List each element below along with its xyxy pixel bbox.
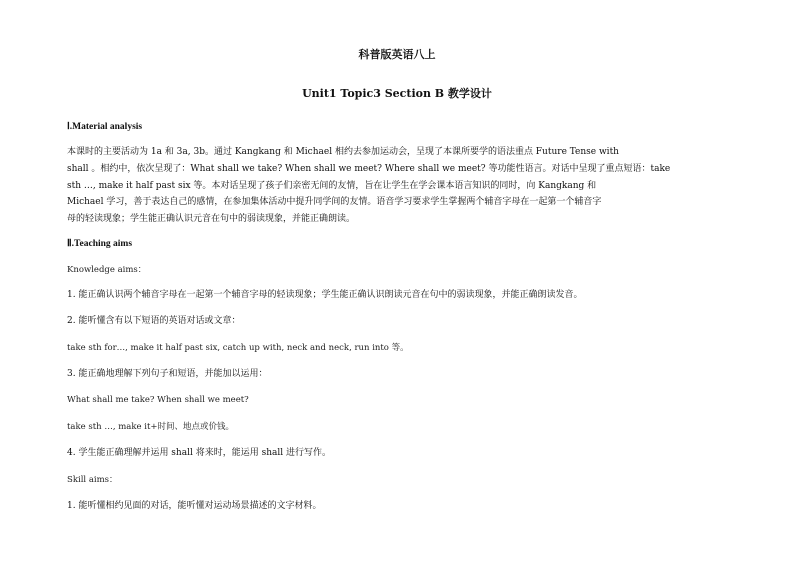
phrase-list: take sth …, make it+时间、地点或价钱。: [67, 422, 234, 432]
skill-aims-label: Skill aims：: [67, 475, 118, 485]
knowledge-aim-item: 4. 学生能正确理解并运用 shall 将来时，能运用 shall 进行写作。: [67, 448, 331, 458]
sentence-list: What shall me take? When shall we meet?: [67, 395, 249, 405]
material-paragraph-line: sth …, make it half past six 等。本对话呈现了孩子们亲密无间的友情，旨在让学生在学会课本语言知识的同时，向 Kangkang 和: [67, 181, 597, 191]
knowledge-aim-item: 2. 能听懂含有以下短语的英语对话或文章：: [67, 316, 241, 326]
material-paragraph-line: 母的轻读现象；学生能正确认识元音在句中的弱读现象，并能正确朗读。: [67, 214, 356, 224]
material-paragraph-line: Michael 学习，善于表达自己的感情，在参加集体活动中提升同学间的友情。语音学习要求学生掌握两个辅音字母在一起第一个辅音字: [67, 197, 602, 207]
teaching-aims-heading: Ⅱ.Teaching aims: [67, 239, 133, 249]
phrase-list: take sth for…, make it half past six, catch up with, neck and neck, run into 等。: [67, 343, 409, 353]
material-paragraph-line: 本课时的主要活动为 1a 和 3a, 3b。通过 Kangkang 和 Michael 相约去参加运动会，呈现了本课所要学的语法重点 Future Tense with: [67, 147, 619, 157]
document-title: 科普版英语八上: [358, 48, 436, 61]
knowledge-aim-item: 1. 能正确认识两个辅音字母在一起第一个辅音字母的轻读现象；学生能正确认识朗读元音在句中的弱读现象，并能正确朗读发音。: [67, 290, 583, 300]
knowledge-aim-item: 3. 能正确地理解下列句子和短语，并能加以运用：: [67, 369, 268, 379]
document-subtitle: Unit1 Topic3 Section B 教学设计: [302, 87, 492, 100]
knowledge-aims-label: Knowledge aims：: [67, 265, 147, 275]
material-analysis-heading: Ⅰ.Material analysis: [67, 122, 143, 132]
material-paragraph-line: shall 。相约中，依次呈现了：What shall we take? When shall we meet? Where shall we meet? 等功能性语言。对话中呈现了重点短语：take: [67, 164, 671, 174]
skill-aim-item: 1. 能听懂相约见面的对话，能听懂对运动场景描述的文字材料。: [67, 501, 322, 511]
